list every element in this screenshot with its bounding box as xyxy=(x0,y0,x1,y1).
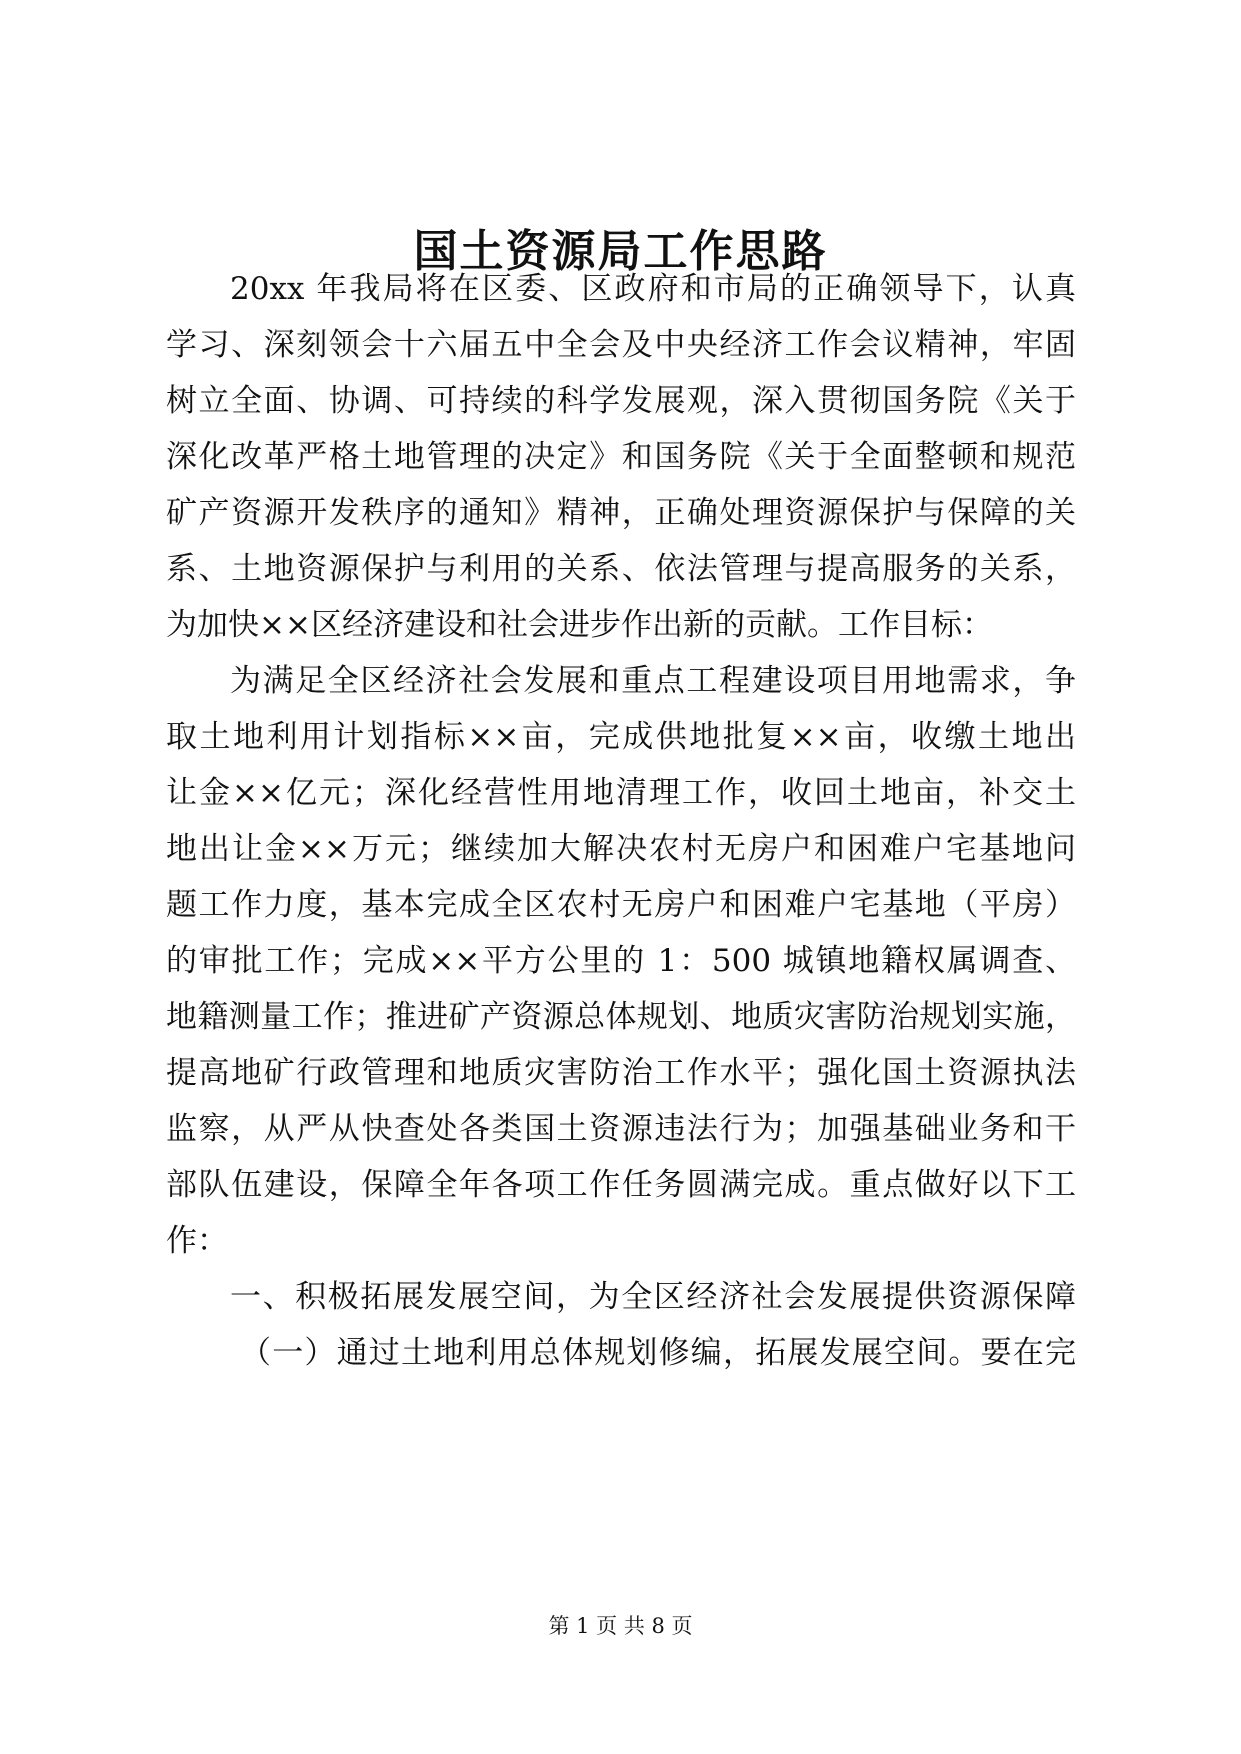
paragraph-line: 地籍测量工作；推进矿产资源总体规划、地质灾害防治规划实施， xyxy=(166,999,1076,1035)
paragraph-line: 系、土地资源保护与利用的关系、依法管理与提高服务的关系， xyxy=(166,551,1076,587)
paragraph-line: 为满足全区经济社会发展和重点工程建设项目用地需求，争 xyxy=(230,663,1076,699)
paragraph-line: 深化改革严格土地管理的决定》和国务院《关于全面整顿和规范 xyxy=(166,439,1076,475)
subsection-heading: （一）通过土地利用总体规划修编，拓展发展空间。要在完 xyxy=(240,1335,1076,1371)
paragraph-line: 树立全面、协调、可持续的科学发展观，深入贯彻国务院《关于 xyxy=(166,383,1076,419)
paragraph-line: 题工作力度，基本完成全区农村无房户和困难户宅基地（平房） xyxy=(166,887,1076,923)
section-heading: 一、积极拓展发展空间，为全区经济社会发展提供资源保障 xyxy=(230,1279,1076,1315)
paragraph-line: 地出让金××万元；继续加大解决农村无房户和困难户宅基地问 xyxy=(166,831,1076,867)
page-footer: 第 1 页 共 8 页 xyxy=(548,1614,693,1638)
paragraph-line: 提高地矿行政管理和地质灾害防治工作水平；强化国土资源执法 xyxy=(166,1055,1076,1091)
paragraph-line: 为加快××区经济建设和社会进步作出新的贡献。工作目标： xyxy=(166,607,993,643)
paragraph-line: 监察，从严从快查处各类国土资源违法行为；加强基础业务和干 xyxy=(166,1111,1076,1147)
paragraph-line: 矿产资源开发秩序的通知》精神，正确处理资源保护与保障的关 xyxy=(166,495,1076,531)
paragraph-line: 让金××亿元；深化经营性用地清理工作，收回土地亩，补交土 xyxy=(166,775,1076,811)
paragraph-line: 的审批工作；完成××平方公里的 1：500 城镇地籍权属调查、 xyxy=(166,943,1076,979)
paragraph-line: 部队伍建设，保障全年各项工作任务圆满完成。重点做好以下工 xyxy=(166,1167,1076,1203)
paragraph-line: 取土地利用计划指标××亩，完成供地批复××亩，收缴土地出 xyxy=(166,719,1076,755)
paragraph-line: 学习、深刻领会十六届五中全会及中央经济工作会议精神，牢固 xyxy=(166,327,1076,363)
paragraph-line: 作： xyxy=(166,1223,228,1259)
paragraph-line: 20xx 年我局将在区委、区政府和市局的正确领导下，认真 xyxy=(230,271,1076,307)
document-title: 国土资源局工作思路 xyxy=(413,226,828,277)
